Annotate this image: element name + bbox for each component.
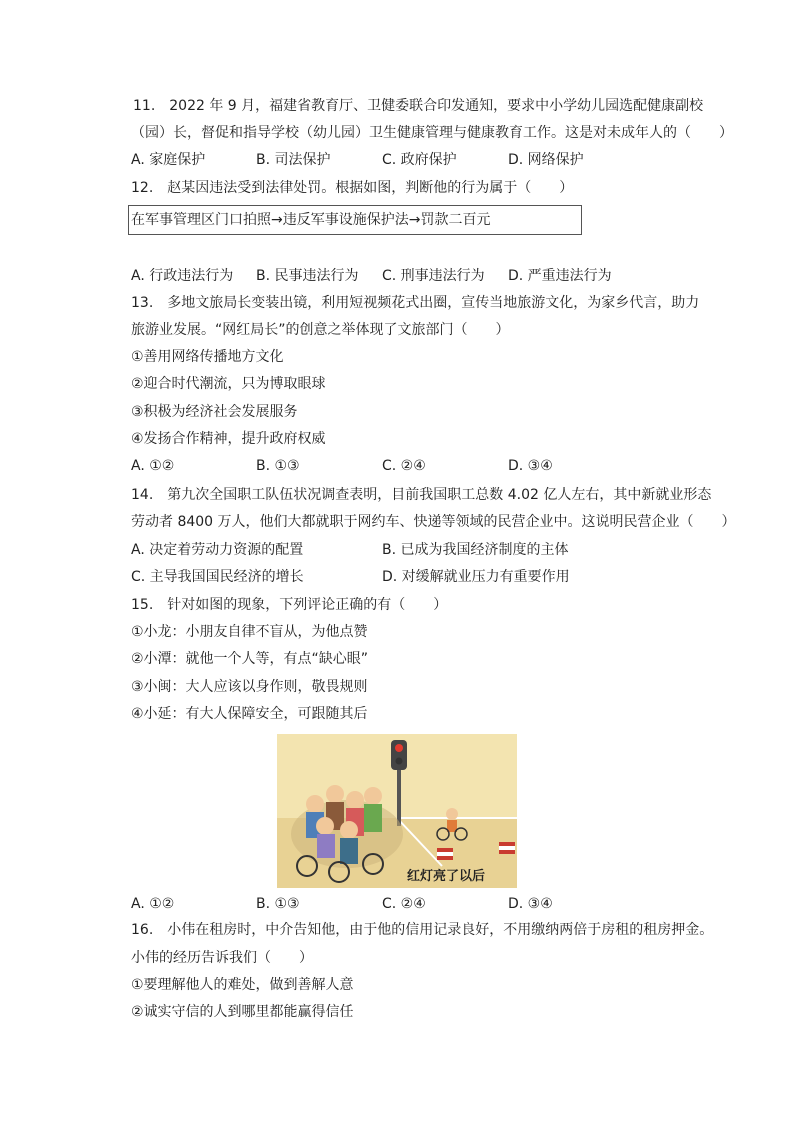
q15-comment-1: ①小龙：小朋友自律不盲从，为他点赞 — [131, 624, 368, 640]
q16-line-2: 小伟的经历告诉我们（ ） — [131, 950, 313, 966]
q14-option-d: D. 对缓解就业压力有重要作用 — [382, 569, 570, 585]
red-light-cartoon — [277, 734, 517, 888]
q13-option-a: A. ①② — [131, 458, 175, 474]
q13-statement-3: ③积极为经济社会发展服务 — [131, 404, 298, 420]
q13-statement-1: ①善用网络传播地方文化 — [131, 349, 284, 365]
q15-line-1: 15. 针对如图的现象，下列评论正确的有（ ） — [131, 597, 448, 613]
q13-statement-2: ②迎合时代潮流，只为博取眼球 — [131, 376, 326, 392]
q13-statement-4: ④发扬合作精神，提升政府权威 — [131, 431, 326, 447]
q14-option-b: B. 已成为我国经济制度的主体 — [382, 542, 569, 558]
q16-line-1: 16. 小伟在租房时，中介告知他，由于他的信用记录良好，不用缴纳两倍于房租的租房押金。 — [131, 922, 714, 938]
q15-option-a: A. ①② — [131, 896, 175, 912]
q16-statement-2: ②诚实守信的人到哪里都能赢得信任 — [131, 1004, 354, 1020]
q15-comment-2: ②小潭：就他一个人等，有点“缺心眼” — [131, 651, 369, 667]
q15-option-b: B. ①③ — [256, 896, 300, 912]
q13-option-b: B. ①③ — [256, 458, 300, 474]
q15-option-d: D. ③④ — [508, 896, 553, 912]
q13-line-2: 旅游业发展。“网红局长”的创意之举体现了文旅部门（ ） — [131, 322, 510, 338]
q13-line-1: 13. 多地文旅局长变装出镜，利用短视频花式出圈，宣传当地旅游文化，为家乡代言，助力 — [131, 295, 700, 311]
q12-option-a: A. 行政违法行为 — [131, 268, 234, 284]
q12-option-c: C. 刑事违法行为 — [382, 268, 485, 284]
q12-flow-box: 在军事管理区门口拍照→违反军事设施保护法→罚款二百元 — [128, 205, 582, 235]
q11-option-d: D. 网络保护 — [508, 152, 584, 168]
q12-option-b: B. 民事违法行为 — [256, 268, 359, 284]
q12-line-1: 12. 赵某因违法受到法律处罚。根据如图，判断他的行为属于（ ） — [131, 180, 574, 196]
q16-statement-1: ①要理解他人的难处，做到善解人意 — [131, 977, 354, 993]
q13-option-d: D. ③④ — [508, 458, 553, 474]
q11-line-1: 11. 2022 年 9 月，福建省教育厅、卫健委联合印发通知，要求中小学幼儿园选配健康副校 — [133, 98, 704, 114]
q13-option-c: C. ②④ — [382, 458, 426, 474]
q11-option-a: A. 家庭保护 — [131, 152, 206, 168]
q12-option-d: D. 严重违法行为 — [508, 268, 612, 284]
q15-comment-4: ④小延：有大人保障安全，可跟随其后 — [131, 706, 368, 722]
q15-comment-3: ③小闽：大人应该以身作则，敬畏规则 — [131, 679, 368, 695]
q11-option-c: C. 政府保护 — [382, 152, 457, 168]
q15-option-c: C. ②④ — [382, 896, 426, 912]
q11-line-2: （园）长，督促和指导学校（幼儿园）卫生健康管理与健康教育工作。这是对未成年人的（ ） — [131, 125, 733, 141]
cartoon-caption: 红灯亮了以后 — [407, 869, 486, 884]
q14-line-1: 14. 第九次全国职工队伍状况调查表明，目前我国职工总数 4.02 亿人左右，其中新就业形态 — [131, 487, 712, 503]
q14-option-c: C. 主导我国国民经济的增长 — [131, 569, 304, 585]
q14-option-a: A. 决定着劳动力资源的配置 — [131, 542, 304, 558]
q14-line-2: 劳动者 8400 万人，他们大都就职于网约车、快递等领域的民营企业中。这说明民营企业（ ） — [131, 514, 736, 530]
q11-option-b: B. 司法保护 — [256, 152, 331, 168]
